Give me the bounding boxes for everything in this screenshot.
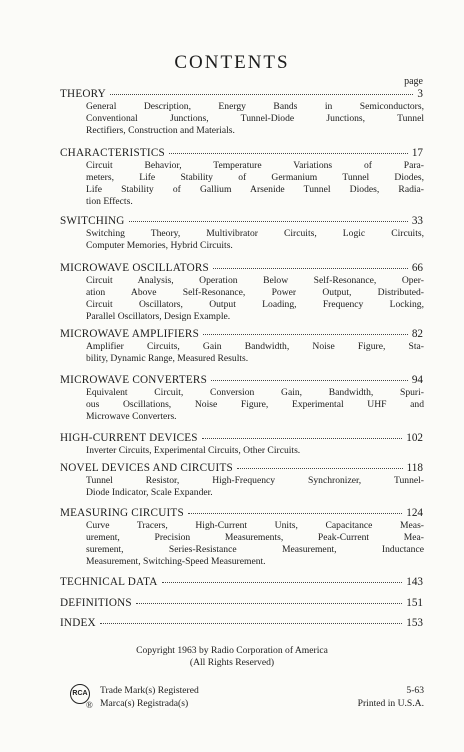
toc-description <box>86 228 424 252</box>
toc-page-number: 102 <box>406 432 423 444</box>
toc-heading: TECHNICAL DATA <box>60 576 158 588</box>
toc-heading: SWITCHING <box>60 215 125 227</box>
description-line: surement, Series-Resistance Measurement, Inductance <box>86 544 424 555</box>
toc-entry <box>60 374 423 387</box>
toc-description <box>86 445 424 457</box>
print-info <box>358 684 424 710</box>
toc-entry <box>60 262 423 275</box>
toc-entry <box>60 617 423 630</box>
toc-description <box>86 520 424 568</box>
dot-leader <box>129 221 408 222</box>
toc-entry <box>60 328 423 341</box>
description-line: Amplifier Circuits, Gain Bandwidth, Noise Figure, Sta- <box>86 341 424 352</box>
trademark-notice <box>100 684 199 710</box>
toc-entry <box>60 88 423 101</box>
description-line: ation Above Self-Resonance, Power Output, Distributed- <box>86 287 424 298</box>
description-line: Circuit Analysis, Operation Below Self-Resonance, Oper- <box>86 275 424 286</box>
toc-description <box>86 101 424 137</box>
description-line: ous Oscillations, Noise Figure, Experimental UHF and <box>86 399 424 410</box>
description-line: Equivalent Circuit, Conversion Gain, Bandwidth, Spuri- <box>86 387 424 398</box>
description-line: General Description, Energy Bands in Semiconductors, <box>86 101 424 112</box>
toc-page-number: 3 <box>417 88 423 100</box>
toc-page-number: 118 <box>406 462 423 474</box>
description-line: Circuit Oscillators, Output Loading, Frequency Locking, <box>86 299 424 310</box>
dot-leader <box>169 153 408 154</box>
toc-description <box>86 275 424 323</box>
toc-heading: MICROWAVE OSCILLATORS <box>60 262 209 274</box>
toc-heading: CHARACTERISTICS <box>60 147 165 159</box>
rca-logo: RCA <box>70 684 90 704</box>
copyright-notice <box>0 645 464 669</box>
dot-leader <box>188 513 402 514</box>
dot-leader <box>202 438 402 439</box>
toc-heading: THEORY <box>60 88 106 100</box>
toc-page-number: 17 <box>411 147 423 159</box>
toc-description <box>86 475 424 499</box>
toc-page-number: 143 <box>406 576 423 588</box>
toc-page-number: 66 <box>411 262 423 274</box>
description-line: Measurement, Switching-Speed Measurement. <box>86 556 266 567</box>
copyright-line: Copyright 1963 by Radio Corporation of America <box>136 645 328 656</box>
description-line: Circuit Behavior, Temperature Variations of Para- <box>86 160 424 171</box>
toc-entry <box>60 215 423 228</box>
dot-leader <box>110 94 413 95</box>
description-line: Microwave Converters. <box>86 411 177 422</box>
description-line: tion Effects. <box>86 196 133 207</box>
description-line: Rectifiers, Construction and Materials. <box>86 125 235 136</box>
toc-entry <box>60 147 423 160</box>
description-line: Switching Theory, Multivibrator Circuits, Logic Circuits, <box>86 228 424 239</box>
toc-heading: NOVEL DEVICES AND CIRCUITS <box>60 462 233 474</box>
description-line: Inverter Circuits, Experimental Circuits, Other Circuits. <box>86 445 301 456</box>
toc-entry <box>60 507 423 520</box>
dot-leader <box>162 582 403 583</box>
dot-leader <box>203 334 408 335</box>
description-line: bility, Dynamic Range, Measured Results. <box>86 353 249 364</box>
toc-entry <box>60 576 423 589</box>
toc-page-number: 153 <box>406 617 423 629</box>
dot-leader <box>213 268 408 269</box>
toc-page-number: 33 <box>411 215 423 227</box>
description-line: Parallel Oscillators, Design Example. <box>86 311 231 322</box>
trademark-line-english: Trade Mark(s) Registered <box>100 685 199 696</box>
toc-description <box>86 341 424 365</box>
toc-page-number: 151 <box>406 597 423 609</box>
page-title: CONTENTS <box>174 52 290 73</box>
description-line: Curve Tracers, High-Current Units, Capacitance Meas- <box>86 520 424 531</box>
toc-heading: DEFINITIONS <box>60 597 132 609</box>
toc-entry <box>60 462 423 475</box>
description-line: Diode Indicator, Scale Expander. <box>86 487 213 498</box>
toc-heading: MICROWAVE AMPLIFIERS <box>60 328 199 340</box>
description-line: Conventional Junctions, Tunnel-Diode Junctions, Tunnel <box>86 113 424 124</box>
toc-heading: MICROWAVE CONVERTERS <box>60 374 208 386</box>
dot-leader <box>136 603 402 604</box>
toc-entry <box>60 597 423 610</box>
toc-page-number: 94 <box>411 374 423 386</box>
toc-page-number: 124 <box>406 507 423 519</box>
print-code: 5-63 <box>406 685 424 696</box>
dot-leader <box>100 623 402 624</box>
page-column-label: page <box>404 76 423 87</box>
toc-page-number: 82 <box>411 328 423 340</box>
registered-symbol: ® <box>86 700 93 710</box>
toc-description <box>86 387 424 423</box>
dot-leader <box>211 380 408 381</box>
description-line: urement, Precision Measurements, Peak-Current Mea- <box>86 532 424 543</box>
toc-description <box>86 160 424 208</box>
toc-entry <box>60 432 423 445</box>
description-line: Life Stability of Gallium Arsenide Tunnel Diodes, Radia- <box>86 184 424 195</box>
description-line: meters, Life Stability of Germanium Tunnel Diodes, <box>86 172 424 183</box>
toc-heading: MEASURING CIRCUITS <box>60 507 184 519</box>
dot-leader <box>237 468 403 469</box>
toc-heading: HIGH-CURRENT DEVICES <box>60 432 198 444</box>
rights-line: (All Rights Reserved) <box>189 657 275 668</box>
printed-in: Printed in U.S.A. <box>357 698 424 709</box>
description-line: Computer Memories, Hybrid Circuits. <box>86 240 233 251</box>
toc-heading: INDEX <box>60 617 96 629</box>
description-line: Tunnel Resistor, High-Frequency Synchronizer, Tunnel- <box>86 475 424 486</box>
trademark-line-spanish: Marca(s) Registrada(s) <box>100 698 189 709</box>
